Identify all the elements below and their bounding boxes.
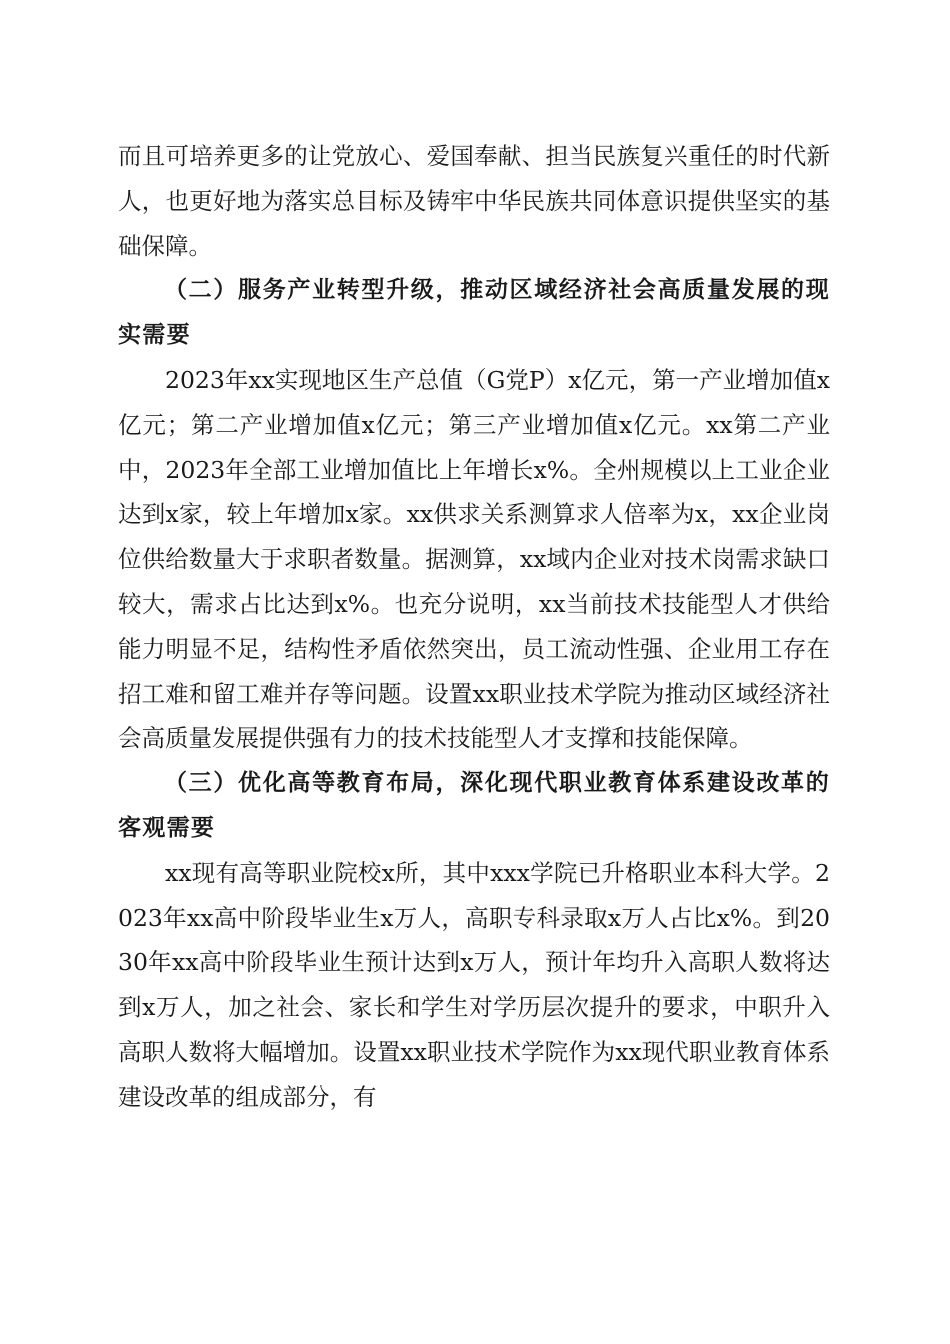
paragraph-economy: 2023年xx实现地区生产总值（G党P）x亿元，第一产业增加值x亿元；第二产业增加值x亿元；第三产业增加值x亿元。xx第二产业中，2023年全部工业增加值比上年增长x%。全州规模以上工业企业达到x家，较上年增加x家。xx供求关系测算求人倍率为x，xx企业岗位供给数量大于求职者数量。据测算，xx域内企业对技术岗需求缺口较大，需求占比达到x%。也充分说明，xx当前技术技能型人才供给能力明显不足，结构性矛盾依然突出，员工流动性强、企业用工存在招工难和留工难并存等问题。设置xx职业技术学院为推动区域经济社会高质量发展提供强有力的技术技能型人才支撑和技能保障。 [118,365,830,753]
paragraph-education: xx现有高等职业院校x所，其中xxx学院已升格职业本科大学。2023年xx高中阶段毕业生x万人，高职专科录取x万人占比x%。到2030年xx高中阶段毕业生预计达到x万人，预计年均升入高职人数将达到x万人，加之社会、家长和学生对学历层次提升的要求，中职升入高职人数将大幅增加。设置xx职业技术学院作为xx现代职业教育体系建设改革的组成部分，有 [118,858,830,1111]
section-heading-2: （二）服务产业转型升级，推动区域经济社会高质量发展的现实需要 [118,277,830,349]
paragraph-continuation: 而且可培养更多的让党放心、爱国奉献、担当民族复兴重任的时代新人，也更好地为落实总目标及铸牢中华民族共同体意识提供坚实的基础保障。 [118,142,830,260]
section-heading-3: （三）优化高等教育布局，深化现代职业教育体系建设改革的客观需要 [118,770,830,841]
document-page [118,134,830,1120]
